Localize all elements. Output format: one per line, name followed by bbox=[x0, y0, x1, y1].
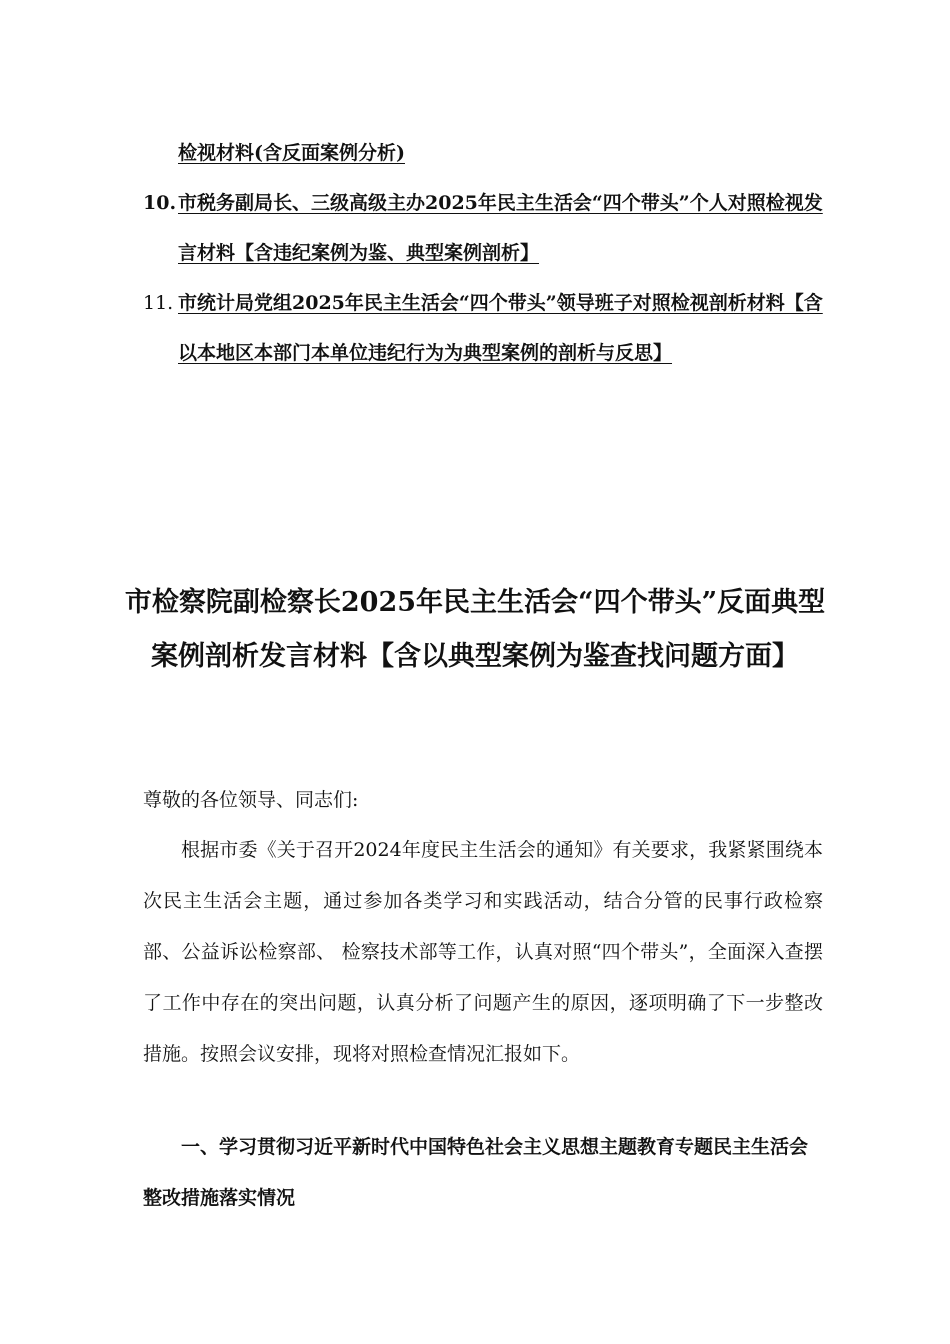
toc-link-continuation[interactable]: 检视材料(含反面案例分析) bbox=[178, 142, 405, 164]
greeting: 尊敬的各位领导、同志们: bbox=[143, 789, 359, 811]
toc-link-10[interactable]: 市税务副局长、三级高级主办2025年民主生活会“四个带头”个人对照检视发言材料【含违纪案例为鉴、典型案例剖析】 bbox=[178, 192, 823, 264]
toc-entry-continuation[interactable] bbox=[143, 128, 823, 178]
toc-number: 10. bbox=[143, 192, 177, 214]
document-title: 市检察院副检察长2025年民主生活会“四个带头”反面典型案例剖析发言材料【含以典型案例为鉴查找问题方面】 bbox=[124, 587, 826, 672]
table-of-contents bbox=[143, 128, 823, 378]
toc-number: 11. bbox=[143, 292, 174, 314]
section-heading-1: 一、学习贯彻习近平新时代中国特色社会主义思想主题教育专题民主生活会整改措施落实情况 bbox=[143, 1136, 809, 1209]
toc-entry-11[interactable] bbox=[143, 278, 823, 378]
toc-link-11[interactable]: 市统计局党组2025年民主生活会“四个带头”领导班子对照检视剖析材料【含以本地区本部门本单位违纪行为为典型案例的剖析与反思】 bbox=[178, 292, 823, 364]
toc-entry-10[interactable] bbox=[143, 178, 823, 278]
intro-paragraph: 根据市委《关于召开2024年度民主生活会的通知》有关要求，我紧紧围绕本次民主生活会主题，通过参加各类学习和实践活动，结合分管的民事行政检察部、公益诉讼检察部、 检察技术部等工作，认真对照“四个带头”，全面深入查摆了工作中存在的突出问题，认真分析了问题产生的原因，逐项明确了下一步整改措施。按照会议安排，现将对照检查情况汇报如下。 bbox=[143, 839, 823, 1065]
